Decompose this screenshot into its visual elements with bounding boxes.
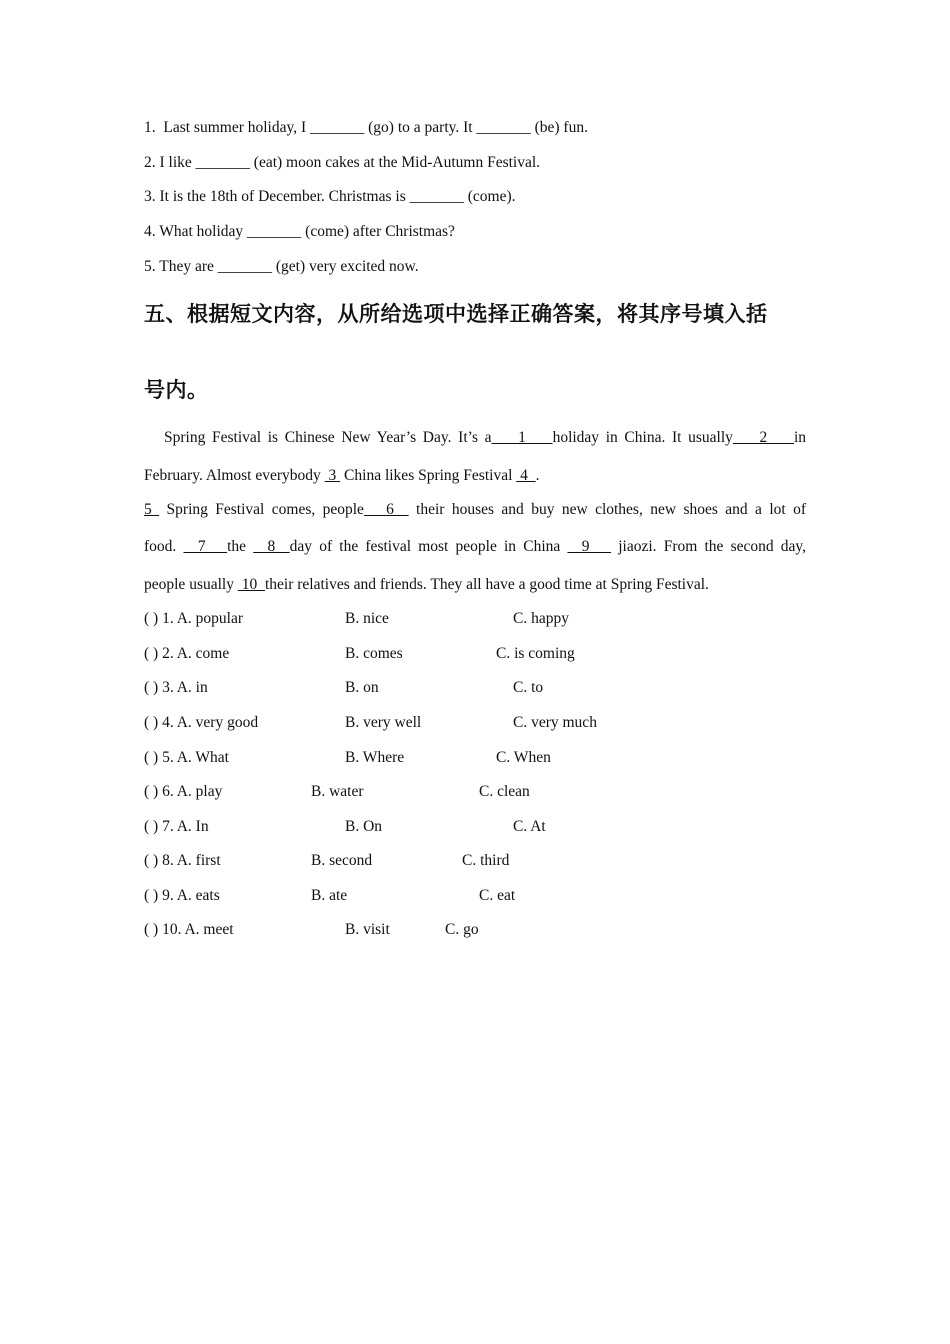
fill-in-item-4: [144, 222, 806, 242]
passage-text: day of the festival most people in China: [289, 538, 568, 555]
item-text: It is the 18th of December. Christmas is _______ (come).: [159, 188, 516, 205]
option-c: C. very much: [513, 714, 597, 731]
passage-line-4: [144, 537, 806, 557]
option-c: C. go: [445, 921, 479, 938]
passage-text: in: [793, 429, 807, 446]
item-number: 5.: [144, 258, 156, 275]
passage-text: February. Almost everybody: [144, 467, 325, 484]
passage-text: China likes Spring Festival: [340, 467, 517, 484]
option-b: B. Where: [345, 749, 405, 766]
item-text: What holiday _______ (come) after Christmas?: [159, 223, 455, 240]
fill-in-item-2: [144, 153, 806, 173]
question-option-a: ( ) 9. A. eats: [144, 887, 220, 904]
question-option-a: ( ) 4. A. very good: [144, 714, 259, 731]
option-c: C. third: [462, 852, 510, 869]
passage-line-5: [144, 575, 806, 595]
passage-line-2: [144, 466, 806, 486]
passage-text: holiday in China. It usually: [552, 429, 733, 446]
option-b: B. visit: [345, 921, 390, 938]
option-c: C. When: [496, 749, 551, 766]
option-c: C. to: [513, 679, 544, 696]
option-c: C. happy: [513, 610, 569, 627]
option-c: C. clean: [479, 783, 530, 800]
question-option-a: ( ) 5. A. What: [144, 749, 229, 766]
passage-text: Spring Festival comes, people: [159, 501, 364, 518]
blank-8: 8: [253, 538, 290, 555]
item-number: 1.: [144, 119, 156, 136]
option-b: B. on: [345, 679, 379, 696]
option-b: B. second: [311, 852, 373, 869]
option-b: B. nice: [345, 610, 389, 627]
option-b: B. water: [311, 783, 364, 800]
blank-6: 6: [363, 501, 409, 518]
blank-10: 10: [237, 576, 265, 593]
item-text: They are _______ (get) very excited now.: [159, 258, 419, 275]
question-option-a: ( ) 7. A. In: [144, 818, 209, 835]
passage-text: Spring Festival is Chinese New Year’s Day. It’s a: [163, 429, 492, 446]
blank-2: 2: [732, 429, 794, 446]
option-c: C. eat: [479, 887, 516, 904]
section-heading-line1: 五、根据短文内容，从所给选项中选择正确答案，将其序号填入括: [144, 302, 768, 326]
question-option-a: ( ) 6. A. play: [144, 783, 223, 800]
blank-7: 7: [183, 538, 228, 555]
passage-text: the: [227, 538, 254, 555]
passage-line-1: [144, 428, 806, 448]
blank-3: 3: [324, 467, 341, 484]
option-b: B. very well: [345, 714, 422, 731]
item-number: 3.: [144, 188, 156, 205]
question-option-a: ( ) 3. A. in: [144, 679, 208, 696]
question-option-a: ( ) 10. A. meet: [144, 921, 234, 938]
option-b: B. ate: [311, 887, 348, 904]
item-text: Last summer holiday, I _______ (go) to a party. It _______ (be) fun.: [163, 119, 588, 136]
question-option-a: ( ) 1. A. popular: [144, 610, 244, 627]
passage-line-3: [144, 500, 806, 520]
question-option-a: ( ) 8. A. first: [144, 852, 221, 869]
passage-text: people usually: [144, 576, 238, 593]
question-option-a: ( ) 2. A. come: [144, 645, 230, 662]
option-c: C. is coming: [496, 645, 575, 662]
fill-in-item-5: [144, 257, 806, 277]
item-text: I like _______ (eat) moon cakes at the Mid-Autumn Festival.: [159, 154, 541, 171]
item-number: 4.: [144, 223, 156, 240]
blank-4: 4: [516, 467, 536, 484]
fill-in-item-1: [144, 118, 806, 138]
section-heading-line2: 号内。: [144, 378, 209, 402]
passage-text: .: [535, 467, 540, 484]
passage-text: jiaozi. From the second day,: [611, 538, 807, 555]
blank-1: 1: [491, 429, 553, 446]
blank-9: 9: [567, 538, 612, 555]
blank-5: 5: [144, 501, 160, 518]
passage-text: their houses and buy new clothes, new shoes and a lot of: [408, 501, 806, 518]
passage-text: food.: [144, 538, 184, 555]
fill-in-item-3: [144, 187, 806, 207]
option-b: B. On: [345, 818, 383, 835]
option-c: C. At: [513, 818, 546, 835]
item-number: 2.: [144, 154, 156, 171]
passage-text: their relatives and friends. They all have a good time at Spring Festival.: [264, 576, 709, 593]
option-b: B. comes: [345, 645, 403, 662]
